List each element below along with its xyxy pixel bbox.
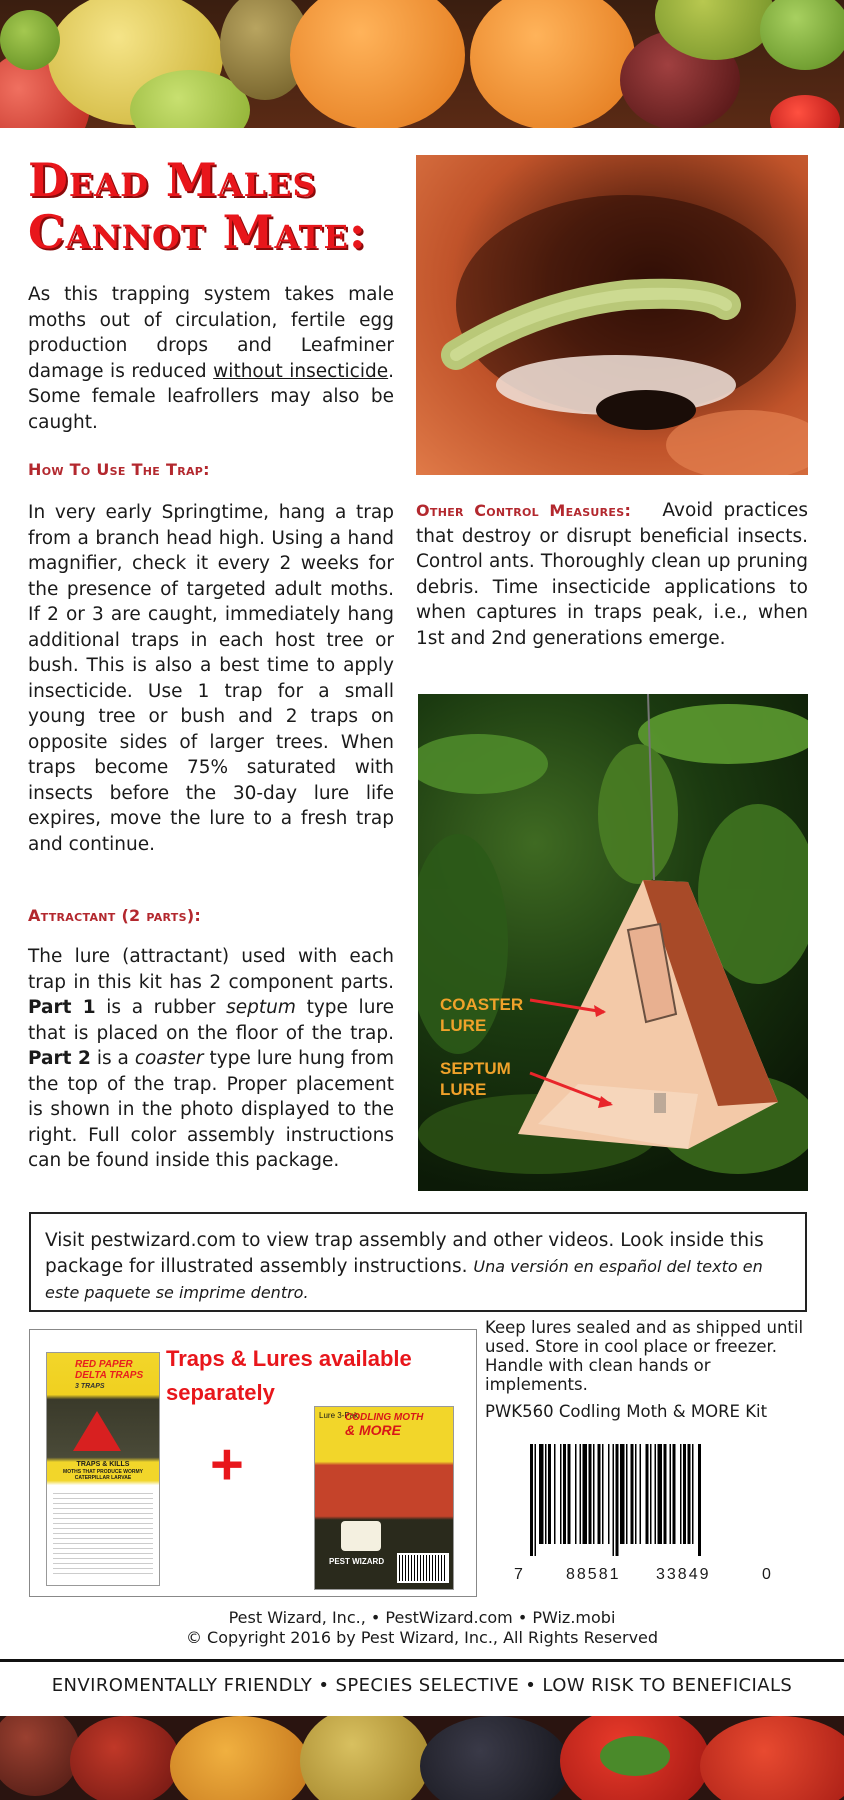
- plus-sign: +: [210, 1432, 244, 1497]
- barcode-bar: [620, 1444, 625, 1544]
- kit-name: PWK560 Codling Moth & MORE Kit: [485, 1402, 768, 1421]
- barcode-bar: [554, 1444, 556, 1544]
- barcode-bar: [560, 1444, 562, 1544]
- barcode-bar: [673, 1444, 676, 1544]
- barcode-bar: [539, 1444, 544, 1544]
- barcode-bar: [535, 1444, 537, 1556]
- septum-lure-label: SEPTUM LURE: [440, 1059, 511, 1099]
- barcode-bar: [589, 1444, 592, 1544]
- barcode-digit-first: 7: [514, 1566, 523, 1583]
- barcode-bar: [613, 1444, 615, 1556]
- barcode-bar: [616, 1444, 619, 1556]
- attractant-heading: Attractant (2 parts):: [28, 906, 202, 925]
- fruit-footer-image: [0, 1716, 844, 1800]
- barcode-bar: [580, 1444, 582, 1544]
- upc-barcode: [514, 1444, 771, 1586]
- barcode-bar: [575, 1444, 577, 1544]
- barcode-bar: [602, 1444, 604, 1544]
- barcode-bar: [692, 1444, 694, 1544]
- coaster-lure-label: COASTER LURE: [440, 995, 524, 1035]
- barcode-bar: [631, 1444, 634, 1544]
- other-control-heading: Other Control Measures:: [416, 501, 632, 520]
- barcode-bar: [650, 1444, 652, 1544]
- barcode-bar: [646, 1444, 649, 1544]
- intro-emphasis: without insecticide: [213, 360, 389, 382]
- barcode-bar: [635, 1444, 637, 1544]
- barcode-bar: [683, 1444, 686, 1544]
- trap-in-tree-photo: [418, 694, 808, 1191]
- barcode-bar: [640, 1444, 642, 1544]
- barcode-bar: [530, 1444, 533, 1556]
- how-to-paragraph: In very early Springtime, hang a trap from a branch head high. Using a hand magnifier, check it every 2 weeks for the presence of targeted adult moths. If 2 or 3 are caught, immediately hang additional traps in each host tree or bush. This is also a best time to apply insecticide. Use 1 trap for a small young tree or bush and 2 traps on opposite sides of larger trees. When traps become 75% saturated with insects before the 30-day lure life expires, move the lure to a fresh trap and continue.: [28, 502, 394, 855]
- barcode-bar: [664, 1444, 667, 1544]
- barcode-bar: [670, 1444, 672, 1544]
- attractant-paragraph: The lure (attractant) used with each trap in this kit has 2 component parts. Part 1 is a rubber septum type lure that is placed on the floor of the trap. Part 2 is a coaster type lure hung from the top of the trap. Proper placement is shown in the photo displayed to the right. Full color assembly instructions can be found inside this package.: [28, 946, 395, 1171]
- barcode-bar: [583, 1444, 588, 1544]
- caterpillar-illustration: [416, 155, 808, 475]
- other-control-paragraph: Other Control Measures: Avoid practices that destroy or disrupt beneficial insects. Control ants. Thoroughly clean up pruning debris. Time insecticide applications to when captures in traps peak, i.e., when 1st and 2nd generations emerge.: [416, 500, 809, 649]
- trap-illustration: [418, 694, 808, 1191]
- fruit-banner-image: [0, 0, 844, 128]
- footer-divider: [0, 1659, 844, 1662]
- barcode-bar: [680, 1444, 682, 1544]
- headline-line-1: Dead Males: [28, 153, 317, 207]
- barcode-bar: [626, 1444, 628, 1544]
- lure-3pak-package: Lure 3-Pak CODLING MOTH & MORE PEST WIZARD: [314, 1406, 454, 1590]
- barcode-digit-last: 0: [762, 1566, 771, 1583]
- barcode-bar: [658, 1444, 663, 1544]
- how-to-heading: How To Use The Trap:: [28, 460, 210, 479]
- storage-instructions: Keep lures sealed and as shipped until used. Store in cool place or freezer. Handle with clean hands or implements.: [485, 1318, 804, 1394]
- headline-line-2: Cannot Mate:: [28, 205, 367, 259]
- barcode-bars: [526, 1444, 752, 1556]
- tagline: ENVIROMENTALLY FRIENDLY • SPECIES SELECTIVE • LOW RISK TO BENEFICIALS: [51, 1675, 793, 1696]
- headline: [28, 154, 388, 258]
- promo-title: Traps & Lures available separately: [166, 1346, 412, 1405]
- visit-website-box: Visit pestwizard.com to view trap assembly and other videos. Look inside this package for illustrated assembly instructions. Una versión en español del texto en este paquete se imprime dentro.: [29, 1212, 807, 1312]
- barcode-bar: [568, 1444, 571, 1544]
- delta-traps-package: RED PAPER DELTA TRAPS 3 TRAPS TRAPS & KILLS MOTHS THAT PRODUCE WORMY CATERPILLAR LARVAE: [46, 1352, 160, 1586]
- barcode-bar: [598, 1444, 601, 1544]
- barcode-digits-right: 33849: [656, 1566, 711, 1583]
- barcode-bar: [655, 1444, 657, 1544]
- company-credits: [0, 1608, 844, 1648]
- copyright: © Copyright 2016 by Pest Wizard, Inc., All Rights Reserved: [185, 1628, 659, 1647]
- intro-paragraph: As this trapping system takes male moths out of circulation, fertile egg production drops and Leafminer damage is reduced without insecticide. Some female leafrollers may also be caught.: [28, 284, 394, 433]
- company-links: Pest Wizard, Inc., • PestWizard.com • PWiz.mobi: [228, 1608, 616, 1627]
- spanish-note: Una versión en español del texto en este paquete se imprime dentro.: [45, 1257, 763, 1302]
- traps-lures-promo: [29, 1329, 477, 1597]
- barcode-bar: [563, 1444, 566, 1544]
- barcode-bar: [548, 1444, 551, 1544]
- barcode-bar: [545, 1444, 547, 1544]
- barcode-bar: [698, 1444, 701, 1556]
- barcode-bar: [593, 1444, 595, 1544]
- barcode-digits-left: 88581: [566, 1566, 621, 1583]
- barcode-bar: [688, 1444, 691, 1544]
- barcode-bar: [608, 1444, 610, 1544]
- worm-in-fruit-photo: [416, 155, 808, 475]
